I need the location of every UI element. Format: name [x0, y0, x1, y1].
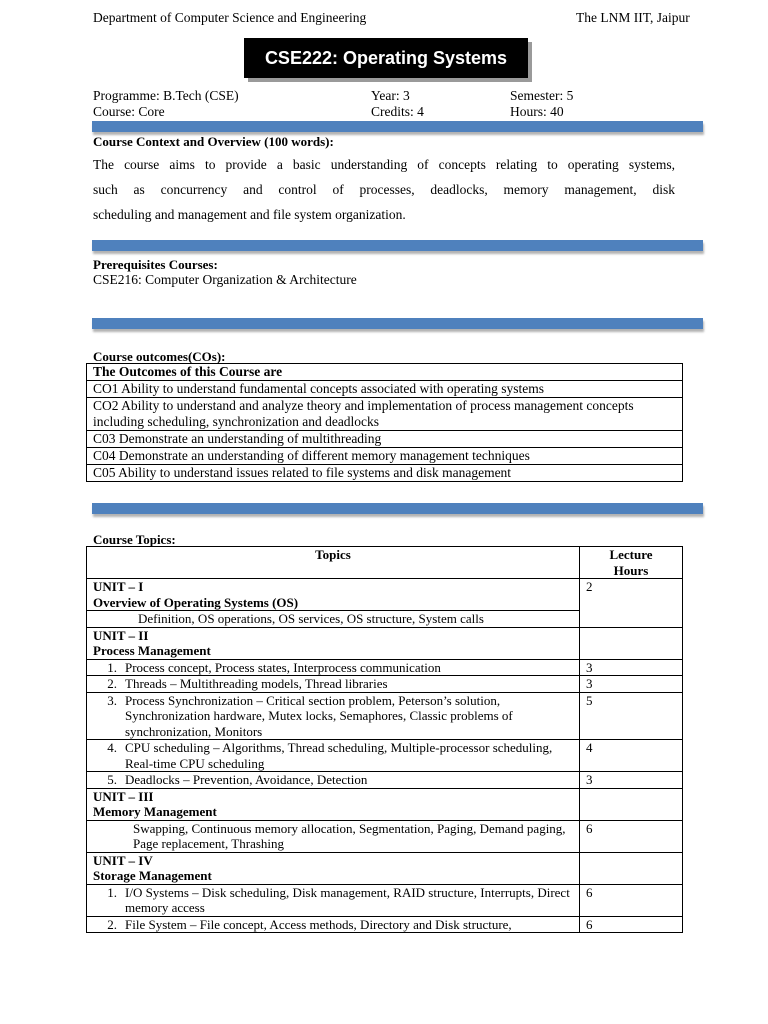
topics-table: [86, 546, 683, 933]
item-number: 5.: [107, 772, 117, 787]
unit-name: Process Management: [93, 643, 211, 658]
item-text: CPU scheduling – Algorithms, Thread scheduling, Multiple-processor scheduling, Real-time CPU scheduling: [125, 740, 553, 771]
outcome-item: CO1 Ability to understand fundamental concepts associated with operating systems: [87, 381, 683, 398]
table-row: [87, 692, 683, 740]
unit-name: Overview of Operating Systems (OS): [93, 594, 299, 610]
topic-item: [87, 692, 580, 740]
hours-header-line: Hours: [613, 562, 649, 578]
lecture-hours: 6: [580, 820, 683, 852]
table-row: [87, 788, 683, 820]
item-number: 1.: [107, 659, 117, 675]
topic-detail-text: Swapping, Continuous memory allocation, Segmentation, Paging, Demand paging, Page replacement, Thrashing: [133, 820, 566, 851]
item-number: 3.: [107, 692, 117, 708]
topic-detail-text: Definition, OS operations, OS services, OS structure, System calls: [138, 611, 484, 626]
hours-header-line: Lecture: [609, 547, 653, 562]
item-text: I/O Systems – Disk scheduling, Disk management, RAID structure, Interrupts, Direct memory access: [125, 884, 570, 915]
unit-name: Storage Management: [93, 868, 212, 883]
topic-detail: [87, 611, 580, 628]
outcome-item: CO2 Ability to understand and analyze theory and implementation of process management concepts including scheduling, synchronization and deadlocks: [87, 398, 683, 431]
unit-name: Memory Management: [93, 804, 217, 819]
topic-detail: [87, 820, 580, 852]
item-text: Deadlocks – Prevention, Avoidance, Detection: [125, 772, 368, 787]
lecture-hours: [580, 788, 683, 820]
table-row: [87, 852, 683, 884]
table-row: [87, 627, 683, 659]
hours: Hours: 40: [510, 104, 564, 119]
table-row: [87, 884, 683, 916]
unit-label: UNIT – III: [93, 788, 154, 804]
table-row: [87, 381, 683, 398]
lecture-hours: 6: [580, 916, 683, 933]
year: Year: 3: [371, 88, 410, 103]
item-number: 1.: [107, 884, 117, 900]
institute-name: The LNM IIT, Jaipur: [576, 10, 690, 25]
topic-item: [87, 659, 580, 676]
outcomes-heading: Course outcomes(COs):: [93, 349, 226, 364]
course-type: Course: Core: [93, 104, 165, 119]
lecture-hours: 5: [580, 692, 683, 740]
lecture-hours: 4: [580, 740, 683, 772]
section-divider: [92, 318, 703, 329]
lecture-hours: [580, 852, 683, 884]
table-row: [87, 431, 683, 448]
item-text: File System – File concept, Access methods, Directory and Disk structure,: [125, 916, 512, 932]
item-number: 2.: [107, 916, 117, 932]
table-row: [87, 820, 683, 852]
table-row: [87, 659, 683, 676]
outcome-item: C05 Ability to understand issues related to file systems and disk management: [87, 465, 683, 482]
department-name: Department of Computer Science and Engineering: [93, 10, 367, 25]
table-row: [87, 364, 683, 381]
item-number: 2.: [107, 676, 117, 691]
unit-cell: [87, 627, 580, 659]
overview-heading: Course Context and Overview (100 words):: [93, 134, 334, 149]
overview-line: The course aims to provide a basic understanding of concepts relating to operating systems,: [93, 157, 675, 172]
outcome-item: C04 Demonstrate an understanding of different memory management techniques: [87, 448, 683, 465]
topic-item: [87, 884, 580, 916]
topics-column-header: Topics: [87, 547, 580, 579]
topic-item: [87, 740, 580, 772]
outcomes-table-header: The Outcomes of this Course are: [87, 364, 683, 381]
section-divider: [92, 503, 703, 514]
semester: Semester: 5: [510, 88, 574, 103]
table-row: [87, 916, 683, 933]
table-row: [87, 547, 683, 579]
unit-cell: [87, 579, 580, 611]
item-text: Process Synchronization – Critical section problem, Peterson’s solution, Synchronization hardware, Mutex locks, Semaphores, Classic problems of synchronization, Monitors: [125, 692, 513, 739]
table-row: [87, 465, 683, 482]
item-text: Threads – Multithreading models, Thread libraries: [125, 676, 388, 691]
table-row: [87, 740, 683, 772]
overview-line: such as concurrency and control of processes, deadlocks, memory management, disk: [93, 182, 675, 197]
hours-column-header: [580, 547, 683, 579]
lecture-hours: 3: [580, 659, 683, 676]
topic-item: [87, 676, 580, 693]
topics-heading: Course Topics:: [93, 532, 176, 547]
section-divider: [92, 240, 703, 251]
prerequisites-heading: Prerequisites Courses:: [93, 257, 218, 272]
item-number: 4.: [107, 740, 117, 755]
unit-cell: [87, 788, 580, 820]
topic-item: [87, 772, 580, 789]
table-row: [87, 398, 683, 431]
lecture-hours: 6: [580, 884, 683, 916]
unit-label: UNIT – I: [93, 579, 144, 594]
table-row: [87, 676, 683, 693]
outcome-item: C03 Demonstrate an understanding of multithreading: [87, 431, 683, 448]
course-title-box: [244, 38, 528, 78]
lecture-hours: [580, 627, 683, 659]
table-row: [87, 579, 683, 611]
outcomes-table: [86, 363, 683, 482]
credits: Credits: 4: [371, 104, 424, 119]
item-text: Process concept, Process states, Interprocess communication: [125, 659, 441, 675]
topic-item: [87, 916, 580, 933]
course-title: CSE222: Operating Systems: [264, 47, 508, 68]
prerequisites-text: CSE216: Computer Organization & Architecture: [93, 272, 357, 287]
programme: Programme: B.Tech (CSE): [93, 88, 239, 103]
lecture-hours: 3: [580, 676, 683, 693]
table-row: [87, 772, 683, 789]
overview-line: scheduling and management and file system organization.: [93, 207, 406, 222]
section-divider: [92, 121, 703, 132]
lecture-hours: 2: [580, 579, 683, 628]
unit-label: UNIT – IV: [93, 852, 153, 868]
table-row: [87, 448, 683, 465]
unit-label: UNIT – II: [93, 627, 149, 643]
unit-cell: [87, 852, 580, 884]
overview-text: [93, 152, 675, 227]
lecture-hours: 3: [580, 772, 683, 789]
